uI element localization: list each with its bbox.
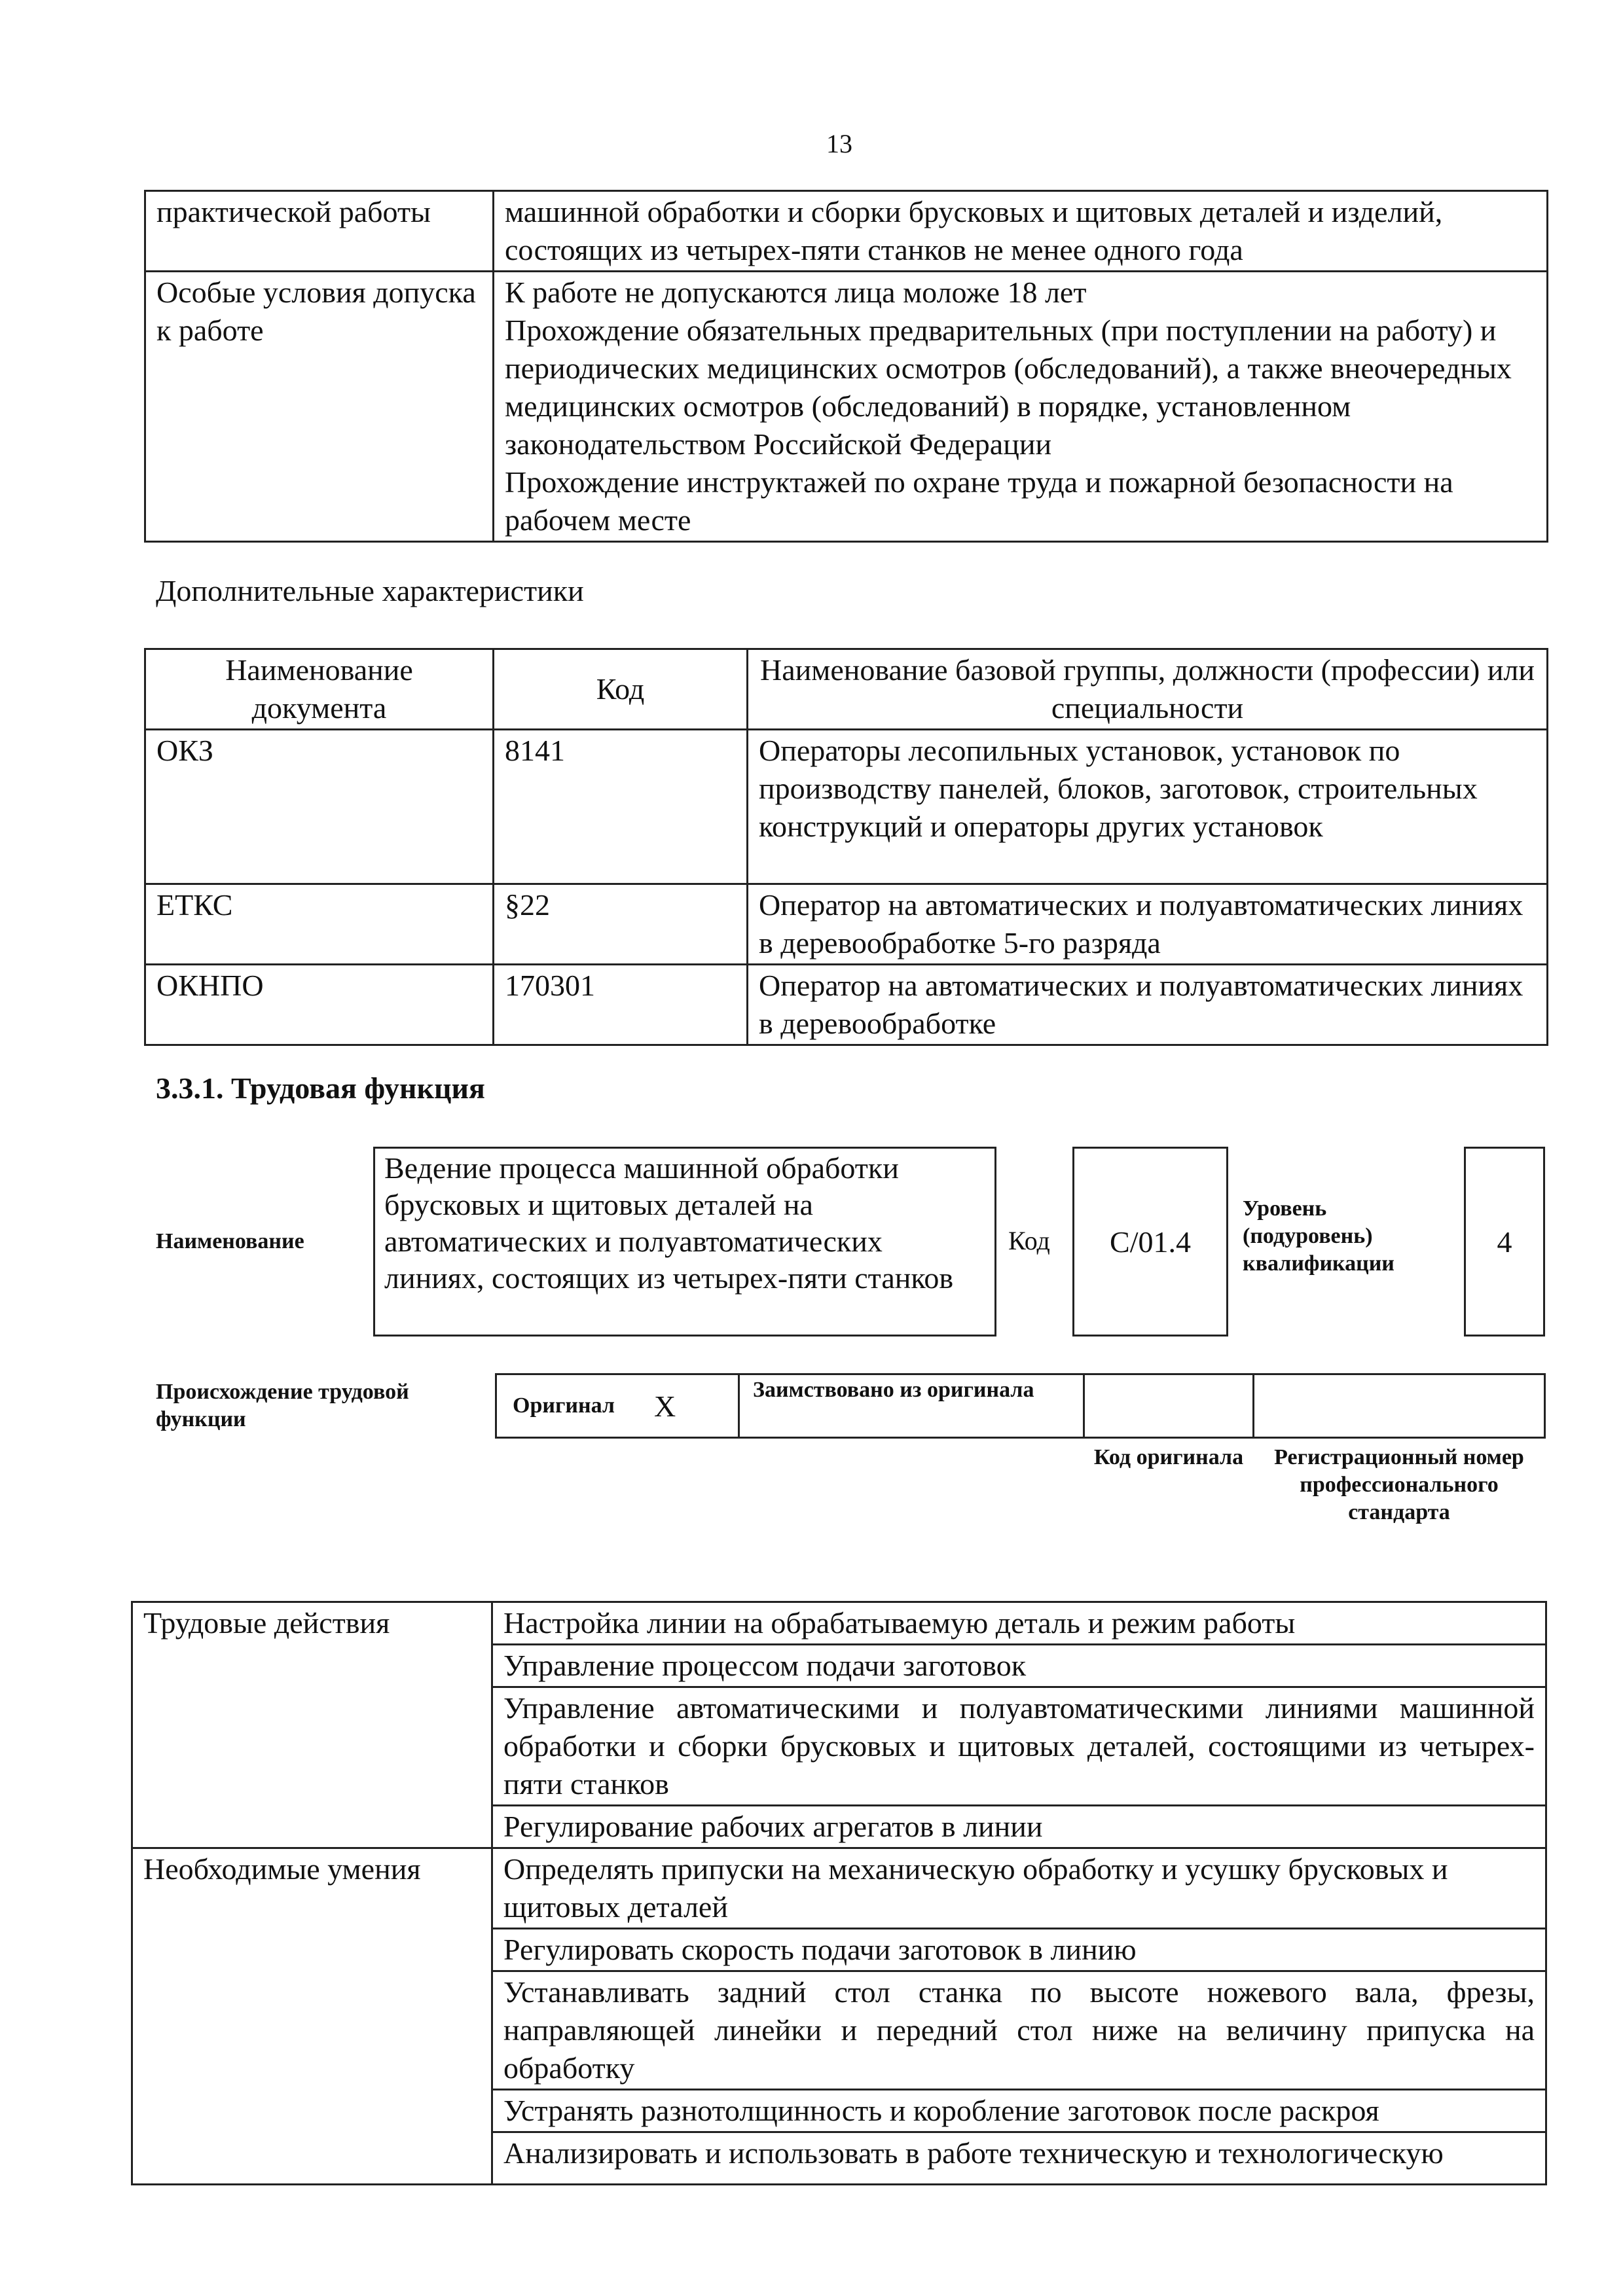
table-cell: ОКНПО [145, 965, 494, 1045]
column-header-code: Код [494, 649, 748, 730]
table-row [145, 272, 1548, 542]
origin-borrowed-cell [738, 1373, 1085, 1439]
section-title: 3.3.1. Трудовая функция [156, 1071, 485, 1105]
table-row [145, 965, 1548, 1045]
table-cell: ЕТКС [145, 884, 494, 965]
table-row [145, 191, 1548, 272]
list-item: Устанавливать задний стол станка по высоте ножевого вала, фрезы, направляющей линейки и передний стол ниже на величину припуска на обработку [492, 1971, 1546, 2090]
row-label: Особые условия допуска к работе [145, 272, 494, 542]
table-row [132, 1602, 1546, 1645]
origin-original-mark: X [653, 1389, 676, 1423]
list-item: Устранять разнотолщинность и коробление заготовок после раскроя [492, 2090, 1546, 2132]
qualification-level-box [1464, 1147, 1545, 1336]
table-cell: §22 [494, 884, 748, 965]
additional-characteristics-heading: Дополнительные характеристики [156, 574, 584, 607]
function-name-label: Наименование [156, 1229, 304, 1253]
list-item: Управление процессом подачи заготовок [492, 1645, 1546, 1687]
function-name-box [373, 1147, 996, 1336]
function-name-value: Ведение процесса машинной обработки брусковых и щитовых деталей на автоматических и полуавтоматических линиях, состоящих из четырех-пяти станков [384, 1151, 954, 1295]
reg-number-caption: Регистрационный номер профессионального стандарта [1274, 1445, 1524, 1524]
function-code-box [1072, 1147, 1228, 1336]
row-label: практической работы [145, 191, 494, 272]
requirement-line: Прохождение инструктажей по охране труда и пожарной безопасности на рабочем месте [505, 465, 1453, 537]
requirement-line: К работе не допускаются лица моложе 18 лет [505, 276, 1087, 309]
qualification-level-label: Уровень (подуровень) квалификации [1243, 1196, 1395, 1276]
row-value: машинной обработки и сборки брусковых и щитовых деталей и изделий, состоящих из четырех-пяти станков не менее одного года [494, 191, 1548, 272]
table-cell: Оператор на автоматических и полуавтоматических линиях в деревообработке 5-го разряда [748, 884, 1548, 965]
table-row [132, 1848, 1546, 1929]
list-item: Анализировать и использовать в работе техническую и технологическую [492, 2132, 1546, 2185]
table-cell: Оператор на автоматических и полуавтоматических линиях в деревообработке [748, 965, 1548, 1045]
list-item: Управление автоматическими и полуавтоматическими линиями машинной обработки и сборки брусковых и щитовых деталей, состоящими из четырех-пяти станков [492, 1687, 1546, 1806]
requirement-line: Прохождение обязательных предварительных (при поступлении на работу) и периодических медицинских осмотров (обследований), а также внеочередных медицинских осмотров (обследований) в порядке, установленном законодательством Российской Федерации [505, 314, 1512, 461]
table-cell: 170301 [494, 965, 748, 1045]
function-code-label: Код [1008, 1226, 1050, 1255]
table-header-row [145, 649, 1548, 730]
group-label: Необходимые умения [132, 1848, 492, 2185]
list-item: Регулирование рабочих агрегатов в линии [492, 1806, 1546, 1848]
origin-original-label: Оригинал [513, 1393, 615, 1418]
origin-label: Происхождение трудовой функции [156, 1380, 409, 1431]
function-code-value: C/01.4 [1110, 1225, 1191, 1259]
code-original-caption: Код оригинала [1093, 1445, 1244, 1469]
origin-original-cell [495, 1373, 740, 1439]
origin-borrowed-label: Заимствовано из оригинала [753, 1378, 1034, 1402]
list-item: Определять припуски на механическую обработку и усушку брусковых и щитовых деталей [492, 1848, 1546, 1929]
origin-code-cell [1083, 1373, 1254, 1439]
table-cell: ОКЗ [145, 730, 494, 884]
list-item: Регулировать скорость подачи заготовок в линию [492, 1929, 1546, 1971]
table-cell: 8141 [494, 730, 748, 884]
table-cell: Операторы лесопильных установок, установок по производству панелей, блоков, заготовок, строительных конструкций и операторы других установок [748, 730, 1548, 884]
column-header-group: Наименование базовой группы, должности (профессии) или специальности [748, 649, 1548, 730]
labor-function-details-table [131, 1601, 1547, 2185]
group-label: Трудовые действия [132, 1602, 492, 1848]
qualification-level-value: 4 [1497, 1225, 1512, 1259]
row-value [494, 272, 1548, 542]
table-row [145, 884, 1548, 965]
column-header-document: Наименование документа [145, 649, 494, 730]
origin-reg-number-cell [1252, 1373, 1546, 1439]
table-row [145, 730, 1548, 884]
qualification-requirements-table [144, 190, 1548, 543]
list-item: Настройка линии на обрабатываемую деталь и режим работы [492, 1602, 1546, 1645]
additional-characteristics-table [144, 648, 1548, 1046]
page-number: 13 [826, 129, 852, 158]
